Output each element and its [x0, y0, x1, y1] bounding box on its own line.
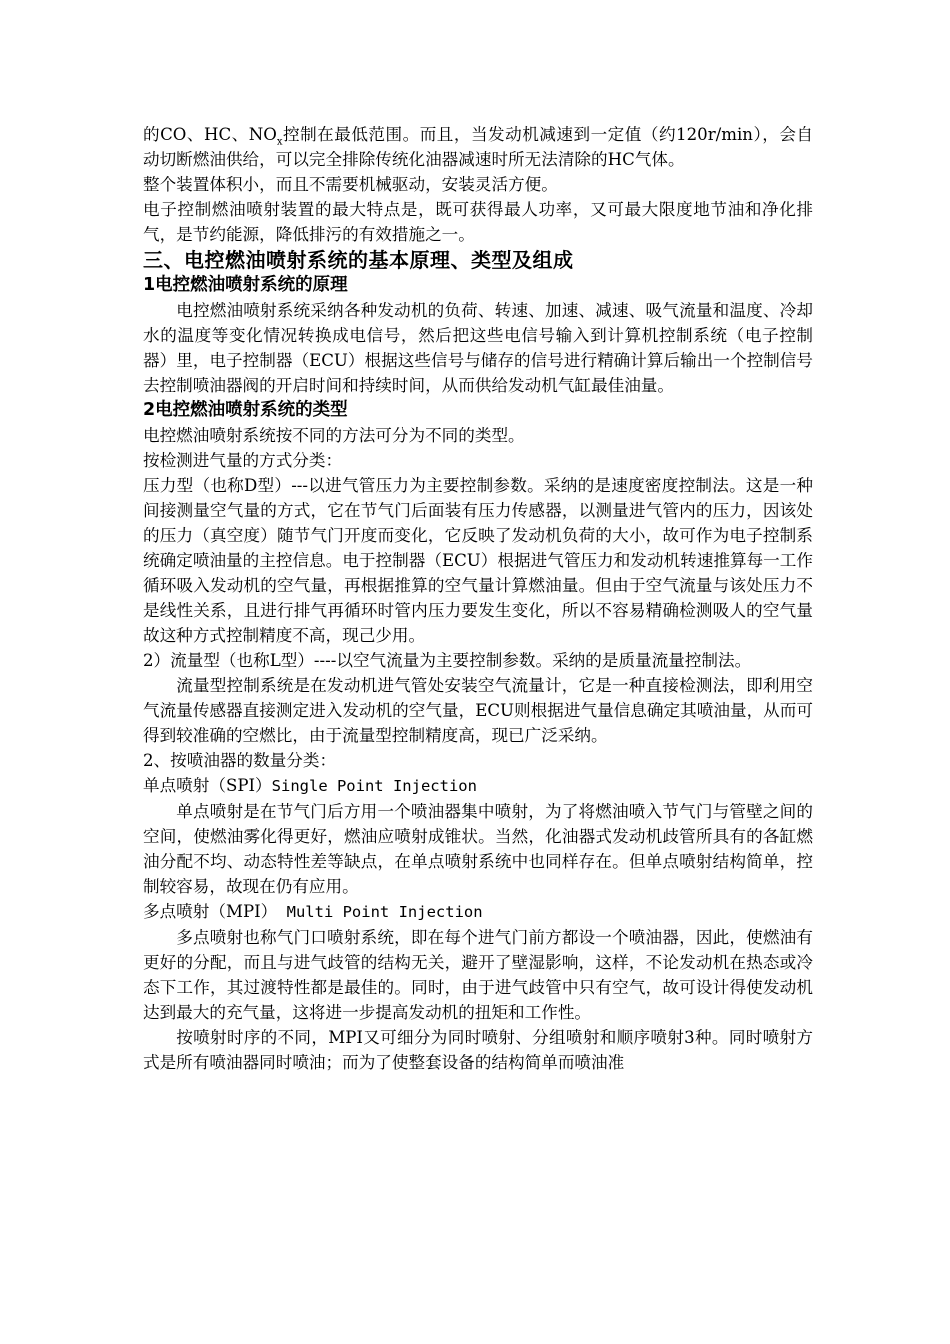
paragraph-principle: 电控燃油喷射系统采纳各种发动机的负荷、转速、加速、减速、吸气流量和温度、冷却水的温度等变化情况转换成电信号，然后把这些电信号输入到计算机控制系统（电子控制器）里，电子控制器（ECU）根据这些信号与储存的信号进行精确计算后输出一个控制信号去控制喷油器阀的开启时间和持续时间，从而供给发动机气缸最佳油量。	[143, 301, 813, 395]
paragraph-flow-type-detail: 流量型控制系统是在发动机进气管处安装空气流量计，它是一种直接检测法，即利用空气流量传感器直接测定进入发动机的空气量，ECU则根据进气量信息确定其喷油量，从而可得到较准确的空燃比，由于流量型控制精度高，现已广泛采纳。	[143, 676, 813, 745]
section-heading-3: 三、电控燃油喷射系统的基本原理、类型及组成	[143, 248, 574, 272]
text-segment: 控制在最低范围。而且，当发动机减速到一定值（约120r/min），会自动切断燃油供给，可以完全排除传统化油器减速时所无法清除的HC气体。	[143, 125, 814, 169]
paragraph-mpi-detail: 多点喷射也称气门口喷射系统，即在每个进气门前方都设一个喷油器，因此，使燃油有更好的分配，而且与进气歧管的结构无关，避开了壁湿影响，这样，不论发动机在热态或冷态下工作，其过渡特性都是最佳的。同时，由于进气歧管中只有空气，故可设计得使发动机达到最大的充气量，这将进一步提高发动机的扭矩和工作性。	[143, 928, 813, 1022]
paragraph-main-feature: 电子控制燃油喷射装置的最大特点是，既可获得最人功率，又可最大限度地节油和净化排气，是节约能源，降低排污的有效措施之一。	[143, 200, 813, 244]
paragraph-spi-detail: 单点喷射是在节气门后方用一个喷油器集中喷射，为了将燃油喷入节气门与管壁之间的空间，使燃油雾化得更好，燃油应喷射成锥状。当然，化油器式发动机歧管所具有的各缸燃油分配不均、动态特性差等缺点，在单点喷射系统中也同样存在。但单点喷射结构简单，控制较容易，故现在仍有应用。	[143, 802, 813, 896]
paragraph-classify-injectors: 2、按喷油器的数量分类：	[143, 751, 337, 770]
paragraph-spi-title	[143, 773, 813, 799]
paragraph-emissions	[143, 122, 813, 172]
paragraph-mpi-timing: 按喷射时序的不同，MPI又可细分为同时喷射、分组喷射和顺序喷射3种。同时喷射方式是所有喷油器同时喷油；而为了使整套设备的结构简单而喷油准	[143, 1028, 813, 1072]
paragraph-classify-airflow: 按检测进气量的方式分类：	[143, 451, 343, 470]
paragraph-pressure-type: 压力型（也称D型）---以进气管压力为主要控制参数。采纳的是速度密度控制法。这是一种间接测量空气量的方式，它在节气门后面装有压力传感器，以测量进气管内的压力，因该处的压力（真空度）随节气门开度而变化，它反映了发动机负荷的大小，故可作为电子控制系统确定喷油量的主控信息。电于控制器（ECU）根据进气管压力和发动机转速推算每一工作循环吸入发动机的空气量，再根据推算的空气量计算燃油量。但由于空气流量与该处压力不是线性关系，且进行排气再循环时管内压力要发生变化，所以不容易精确检测吸人的空气量故这种方式控制精度不高，现己少用。	[143, 476, 813, 645]
paragraph-types-intro: 电控燃油喷射系统按不同的方法可分为不同的类型。	[143, 426, 525, 445]
text-segment: 的CO、HC、NO	[143, 125, 277, 144]
text-segment: 多点喷射（MPI）	[143, 902, 278, 921]
subscript-x: x	[276, 136, 283, 148]
text-segment-english: Single Point Injection	[271, 777, 477, 795]
paragraph-flow-type: 2）流量型（也称L型）----以空气流量为主要控制参数。采纳的是质量流量控制法。	[143, 651, 752, 670]
document-body	[143, 122, 813, 1075]
subheading-types: 2电控燃油喷射系统的类型	[143, 400, 348, 420]
paragraph-compact-device: 整个装置体积小，而且不需要机械驱动，安装灵活方便。	[143, 175, 558, 194]
text-segment-english: Multi Point Injection	[277, 903, 483, 921]
text-segment: 单点喷射（SPI）	[143, 776, 272, 795]
subheading-principle: 1电控燃油喷射系统的原理	[143, 275, 348, 295]
paragraph-mpi-title	[143, 899, 813, 925]
